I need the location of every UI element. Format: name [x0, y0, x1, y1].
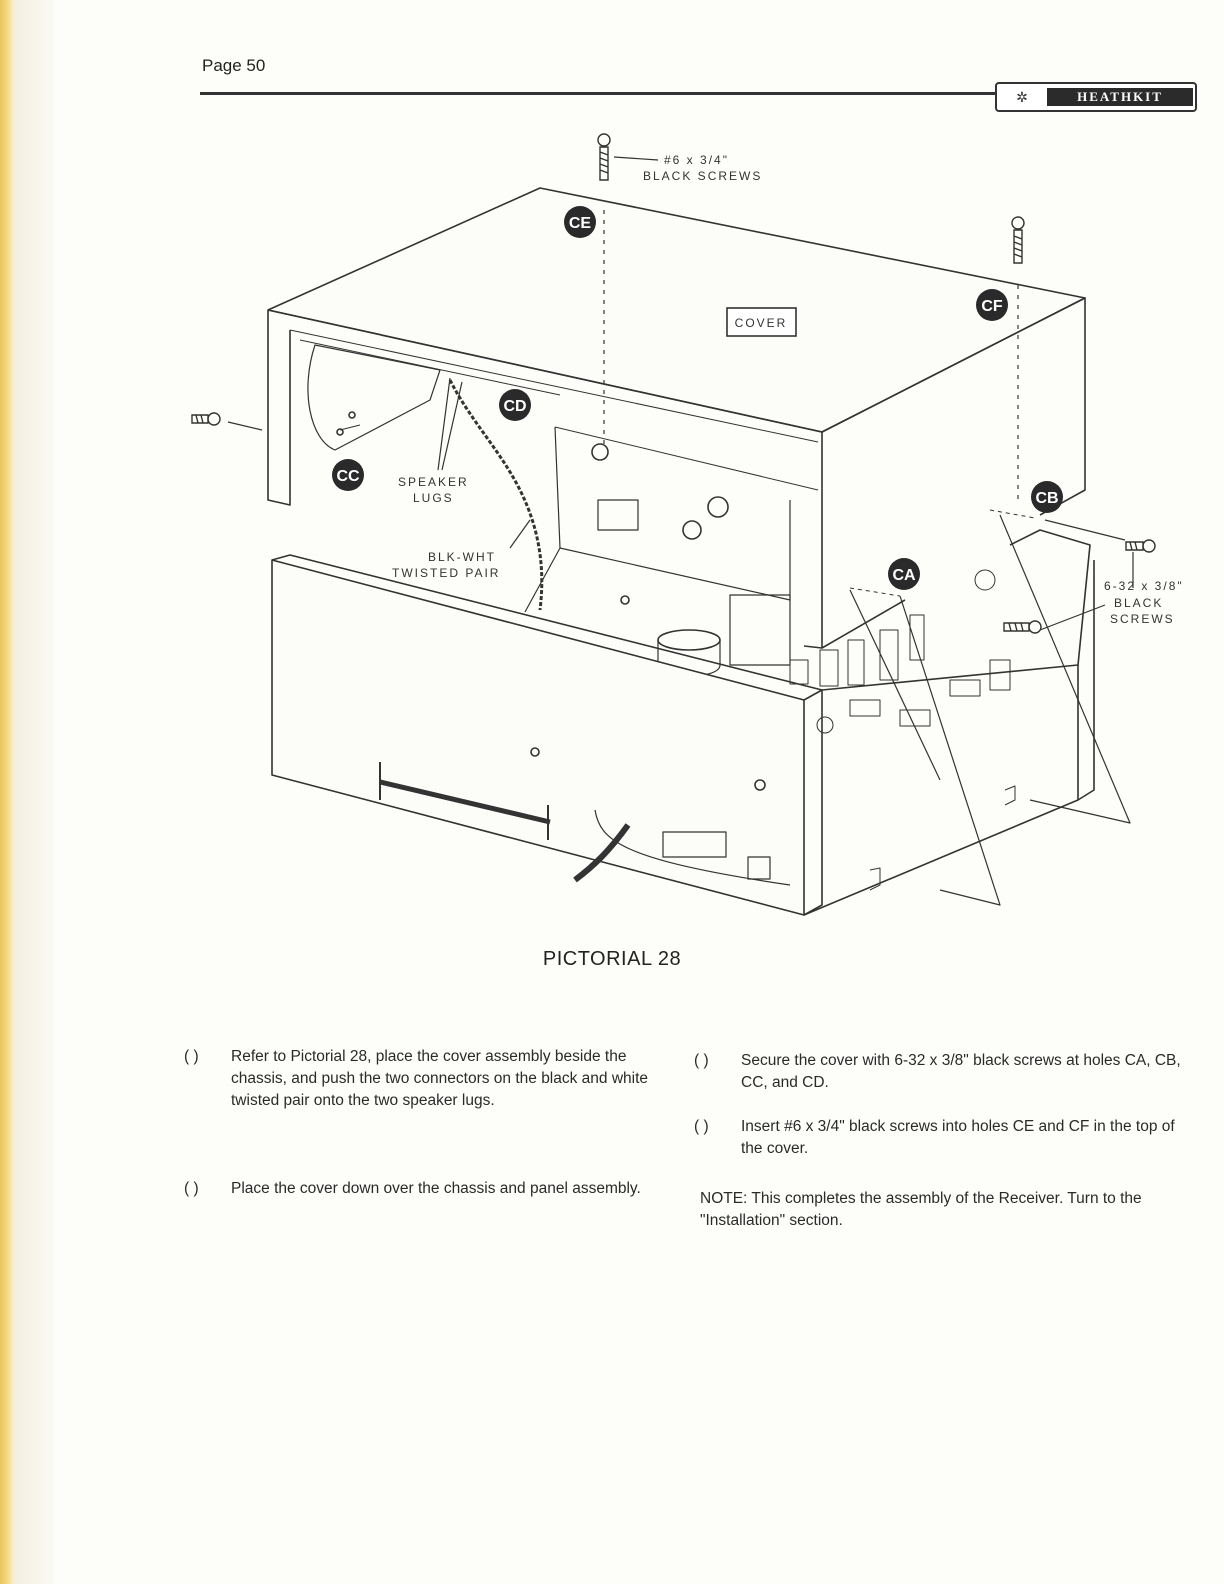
figure-caption: PICTORIAL 28 [542, 948, 682, 970]
step-3 [694, 1050, 1184, 1098]
hole-label-cf: CF [981, 298, 1003, 315]
step-4 [694, 1116, 1184, 1164]
hole-label-cb: CB [1035, 490, 1059, 507]
step-4-checkbox[interactable]: ( ) [694, 1118, 709, 1135]
screw-cc-icon [192, 413, 220, 425]
screw-ce-icon [598, 134, 610, 180]
step-4-text: Insert #6 x 3/4" black screws into holes CE and CF in the top of the cover. [741, 1118, 1175, 1157]
twisted-pair-label-2: TWISTED PAIR [392, 566, 501, 580]
front-panel [272, 560, 804, 915]
logo-emblem-icon: ✲ [1016, 88, 1028, 105]
step-3-checkbox[interactable]: ( ) [694, 1052, 709, 1069]
step-2-checkbox[interactable]: ( ) [184, 1180, 199, 1197]
step-3-text: Secure the cover with 6-32 x 3/8" black screws at holes CA, CB, CC, and CD. [741, 1052, 1181, 1091]
hole-label-cc: CC [336, 468, 360, 485]
screw-cb-icon [1126, 540, 1155, 552]
step-1 [184, 1046, 664, 1116]
speaker [308, 345, 440, 450]
step-1-checkbox[interactable]: ( ) [184, 1048, 199, 1065]
logo-name: HEATHKIT [1047, 88, 1193, 106]
hole-label-ca: CA [892, 567, 916, 584]
chassis-side [804, 665, 1078, 915]
step-2-text: Place the cover down over the chassis and panel assembly. [231, 1180, 641, 1197]
hole-label-ce: CE [568, 215, 592, 232]
speaker-lugs-label-2: LUGS [413, 491, 454, 505]
twisted-pair-label-1: BLK-WHT [428, 550, 496, 564]
step-1-text: Refer to Pictorial 28, place the cover assembly beside the chassis, and push the two connectors on the black and white twisted pair onto the two speaker lugs. [231, 1048, 649, 1109]
step-2 [184, 1178, 664, 1226]
top-screw-type-label: BLACK SCREWS [643, 169, 763, 183]
cover-label: COVER [734, 316, 788, 330]
page-number: Page 50 [202, 56, 266, 75]
speaker-lugs-label-1: SPEAKER [398, 475, 469, 489]
cover-top [268, 188, 1085, 432]
hole-label-cd: CD [503, 398, 527, 415]
side-screw-size-label: 6-32 x 3/8" [1104, 579, 1184, 593]
screw-ca-icon [1004, 621, 1041, 633]
side-screw-type-label-2: SCREWS [1110, 612, 1175, 626]
top-screw-size-label: #6 x 3/4" [664, 153, 729, 167]
screw-cf-icon [1012, 217, 1024, 263]
completion-note: NOTE: This completes the assembly of the Receiver. Turn to the "Installation" section. [700, 1190, 1142, 1229]
side-screw-type-label-1: BLACK [1114, 596, 1164, 610]
